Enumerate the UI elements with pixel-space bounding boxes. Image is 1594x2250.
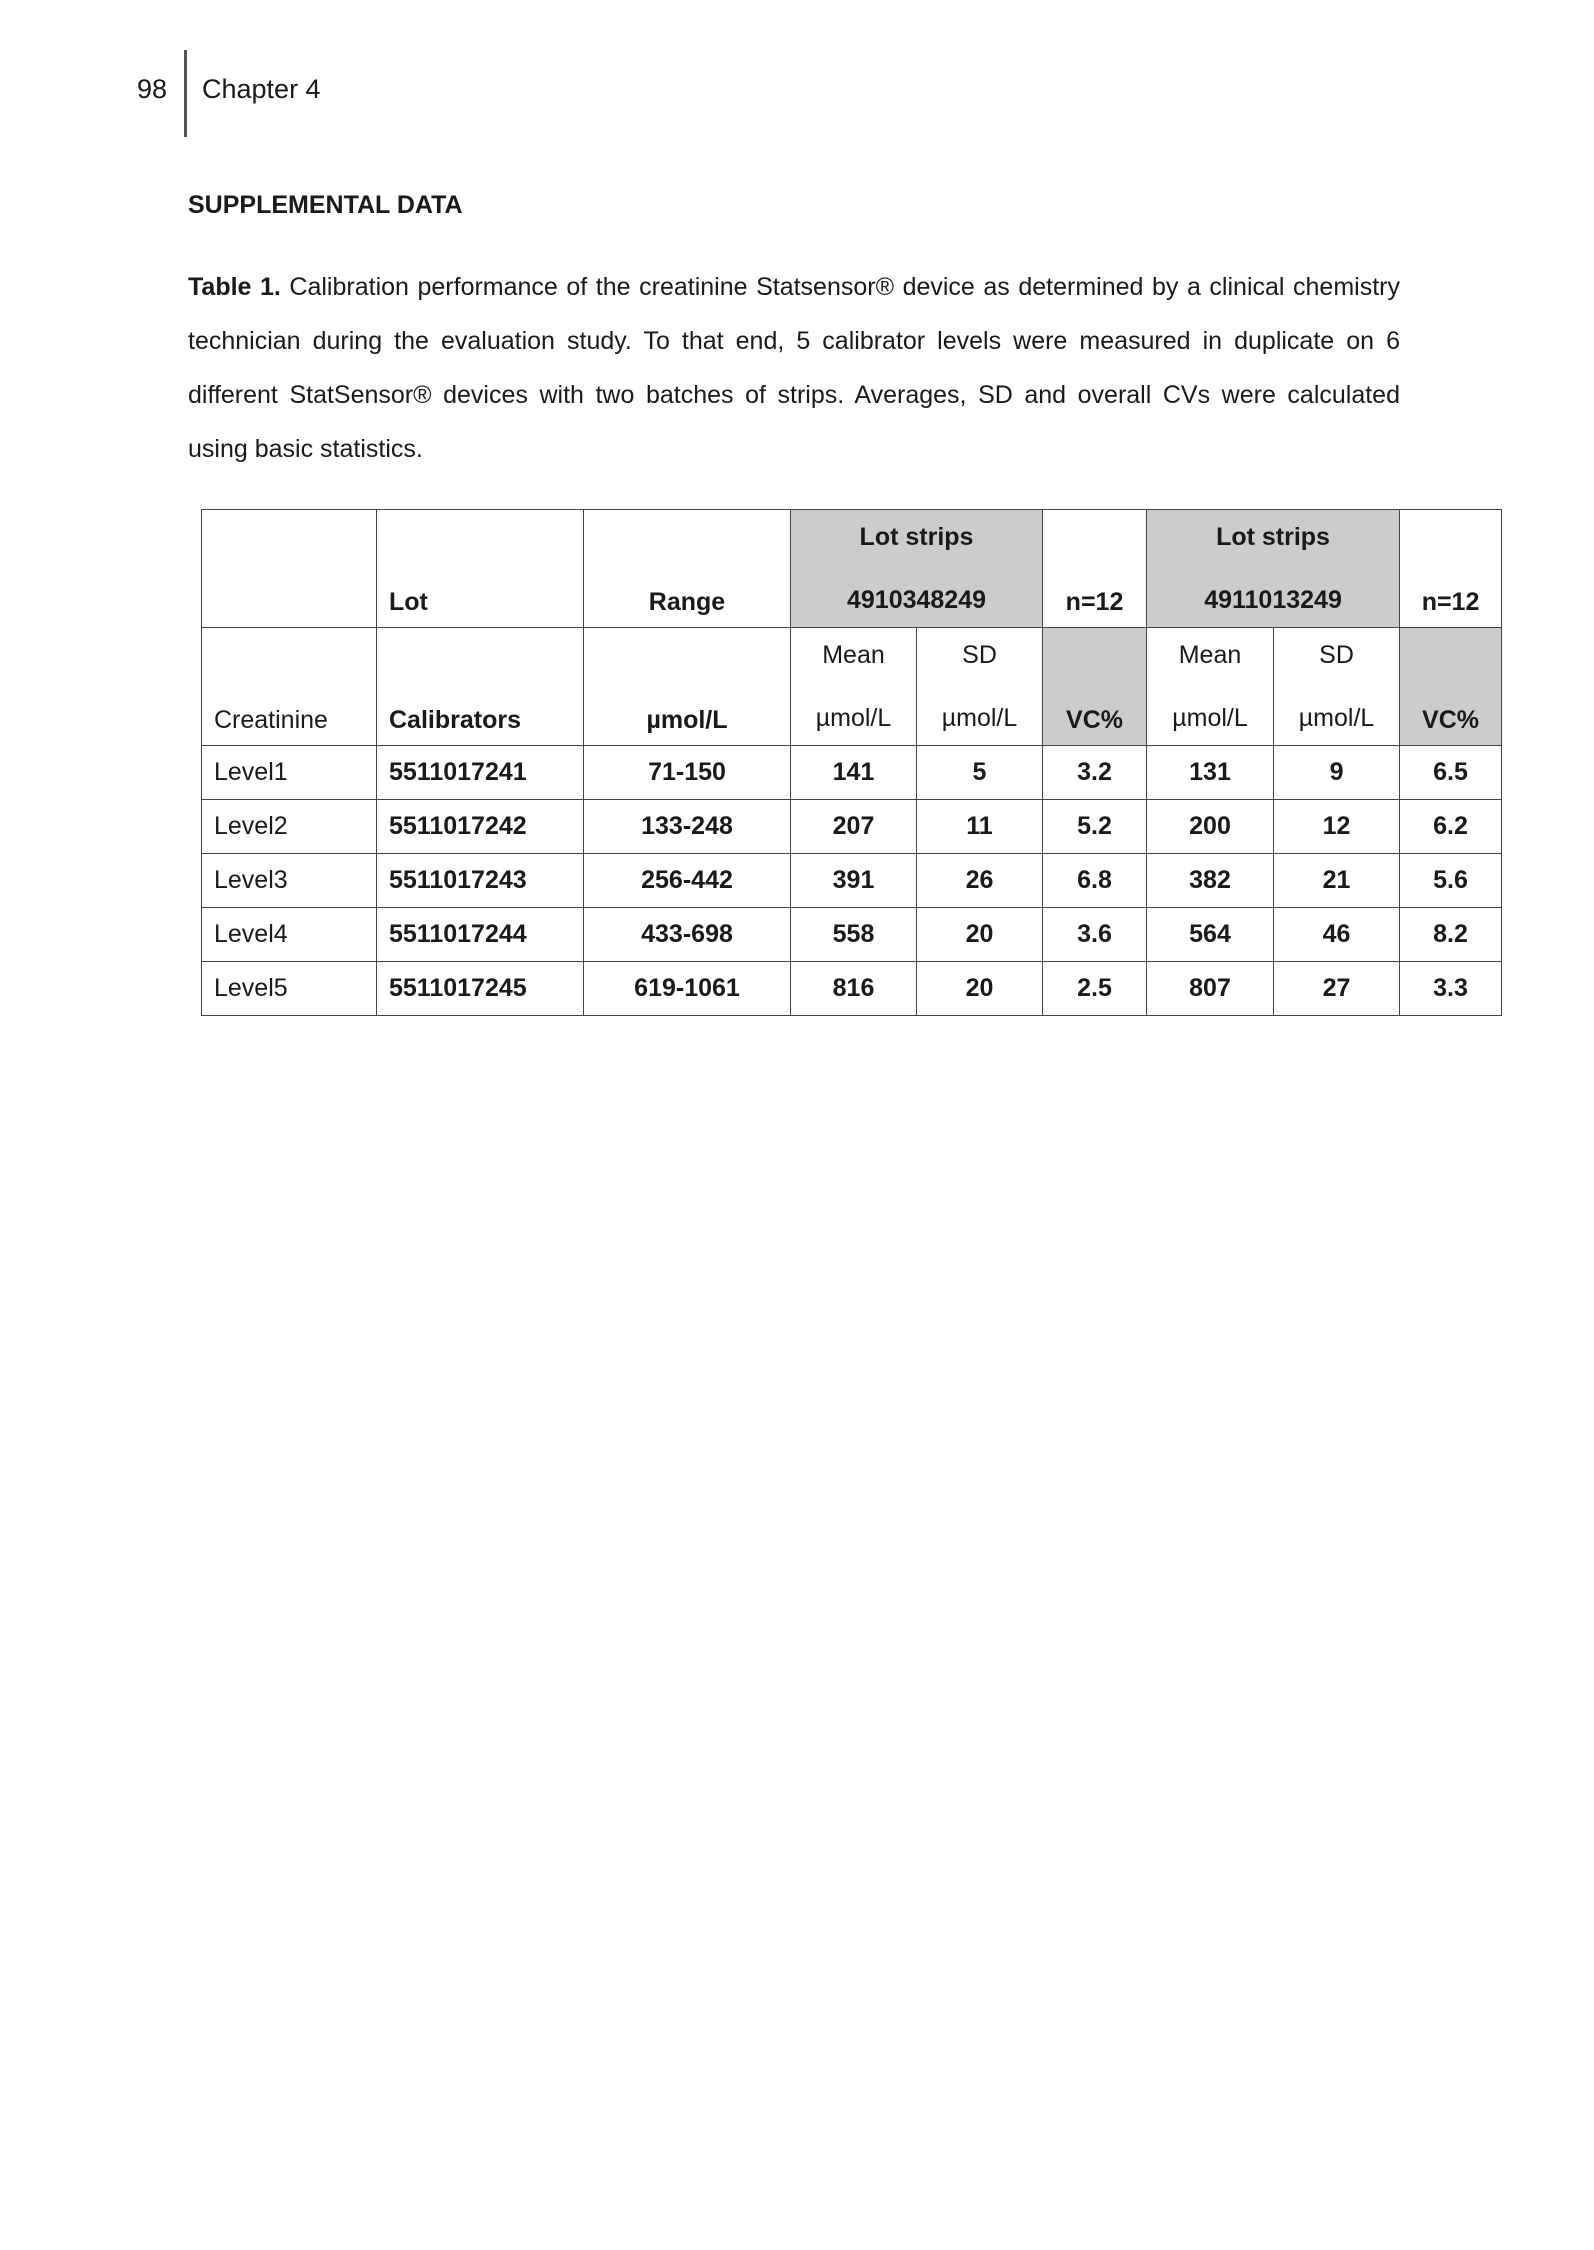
cell-vc1: 6.8 <box>1043 854 1147 908</box>
cell-level: Level3 <box>202 854 377 908</box>
header-divider <box>184 50 187 137</box>
calibration-table <box>201 509 1502 1016</box>
header-vc-1: VC% <box>1043 628 1147 746</box>
cell-range: 71-150 <box>584 746 791 800</box>
sd-2-label: SD <box>1319 640 1354 669</box>
header-sd-1 <box>917 628 1043 746</box>
table-row <box>202 800 1502 854</box>
cell-calibrator: 5511017243 <box>377 854 584 908</box>
header-range: Range <box>584 510 791 628</box>
header-lot-strips-1 <box>791 510 1043 628</box>
table-row <box>202 854 1502 908</box>
chapter-title: Chapter 4 <box>202 74 321 104</box>
cell-calibrator: 5511017242 <box>377 800 584 854</box>
table-row <box>202 962 1502 1016</box>
cell-vc1: 3.6 <box>1043 908 1147 962</box>
cell-vc1: 5.2 <box>1043 800 1147 854</box>
header-mean-2 <box>1147 628 1274 746</box>
cell-sd2: 21 <box>1274 854 1400 908</box>
cell-mean2: 564 <box>1147 908 1274 962</box>
cell-sd2: 9 <box>1274 746 1400 800</box>
sd-2-unit: µmol/L <box>1298 703 1375 732</box>
cell-mean2: 131 <box>1147 746 1274 800</box>
cell-sd2: 12 <box>1274 800 1400 854</box>
sd-1-unit: µmol/L <box>941 703 1018 732</box>
table-caption <box>188 260 1400 476</box>
mean-1-label: Mean <box>822 640 885 669</box>
cell-vc2: 5.6 <box>1400 854 1502 908</box>
header-creatinine: Creatinine <box>202 628 377 746</box>
cell-vc2: 3.3 <box>1400 962 1502 1016</box>
header-row-2 <box>202 628 1502 746</box>
lot-strips-2-number: 4911013249 <box>1204 585 1342 614</box>
cell-mean1: 207 <box>791 800 917 854</box>
cell-level: Level2 <box>202 800 377 854</box>
cell-range: 256-442 <box>584 854 791 908</box>
lot-strips-1-number: 4910348249 <box>846 585 987 614</box>
caption-label: Table 1. <box>188 273 281 301</box>
lot-strips-1-title: Lot strips <box>859 522 974 551</box>
page-number: 98 <box>137 74 168 104</box>
header-sd-2 <box>1274 628 1400 746</box>
cell-vc2: 6.2 <box>1400 800 1502 854</box>
table-row <box>202 746 1502 800</box>
cell-mean1: 558 <box>791 908 917 962</box>
cell-calibrator: 5511017245 <box>377 962 584 1016</box>
header-row-1 <box>202 510 1502 628</box>
lot-strips-2-title: Lot strips <box>1216 522 1330 551</box>
header-lot: Lot <box>377 510 584 628</box>
header-mean-1 <box>791 628 917 746</box>
table-row <box>202 908 1502 962</box>
cell-sd1: 5 <box>917 746 1043 800</box>
cell-range: 133-248 <box>584 800 791 854</box>
header-n-2: n=12 <box>1400 510 1502 628</box>
header-n-1: n=12 <box>1043 510 1147 628</box>
header-lot-strips-2 <box>1147 510 1400 628</box>
cell-vc2: 8.2 <box>1400 908 1502 962</box>
header-empty-cell <box>202 510 377 628</box>
cell-vc1: 3.2 <box>1043 746 1147 800</box>
cell-range: 433-698 <box>584 908 791 962</box>
cell-vc2: 6.5 <box>1400 746 1502 800</box>
cell-mean2: 807 <box>1147 962 1274 1016</box>
sd-1-label: SD <box>962 640 997 669</box>
cell-mean1: 816 <box>791 962 917 1016</box>
cell-level: Level1 <box>202 746 377 800</box>
cell-sd2: 27 <box>1274 962 1400 1016</box>
cell-mean2: 382 <box>1147 854 1274 908</box>
section-title: SUPPLEMENTAL DATA <box>188 191 463 219</box>
cell-level: Level4 <box>202 908 377 962</box>
cell-sd1: 20 <box>917 908 1043 962</box>
mean-1-unit: µmol/L <box>815 703 892 732</box>
mean-2-unit: µmol/L <box>1172 703 1248 732</box>
header-vc-2: VC% <box>1400 628 1502 746</box>
caption-text: Calibration performance of the creatinine Statsensor® device as determined by a clinical chemistry technician during the evaluation study. To that end, 5 calibrator levels were measured in duplicate on 6 different StatSensor® devices with two batches of strips. Averages, SD and overall CVs were calculated using basic statistics. <box>188 273 1400 463</box>
mean-2-label: Mean <box>1178 640 1242 669</box>
cell-sd1: 11 <box>917 800 1043 854</box>
cell-vc1: 2.5 <box>1043 962 1147 1016</box>
cell-mean2: 200 <box>1147 800 1274 854</box>
cell-mean1: 141 <box>791 746 917 800</box>
cell-sd2: 46 <box>1274 908 1400 962</box>
cell-range: 619-1061 <box>584 962 791 1016</box>
cell-sd1: 20 <box>917 962 1043 1016</box>
cell-calibrator: 5511017241 <box>377 746 584 800</box>
cell-level: Level5 <box>202 962 377 1016</box>
cell-mean1: 391 <box>791 854 917 908</box>
header-calibrators: Calibrators <box>377 628 584 746</box>
header-unit: µmol/L <box>584 628 791 746</box>
cell-sd1: 26 <box>917 854 1043 908</box>
cell-calibrator: 5511017244 <box>377 908 584 962</box>
